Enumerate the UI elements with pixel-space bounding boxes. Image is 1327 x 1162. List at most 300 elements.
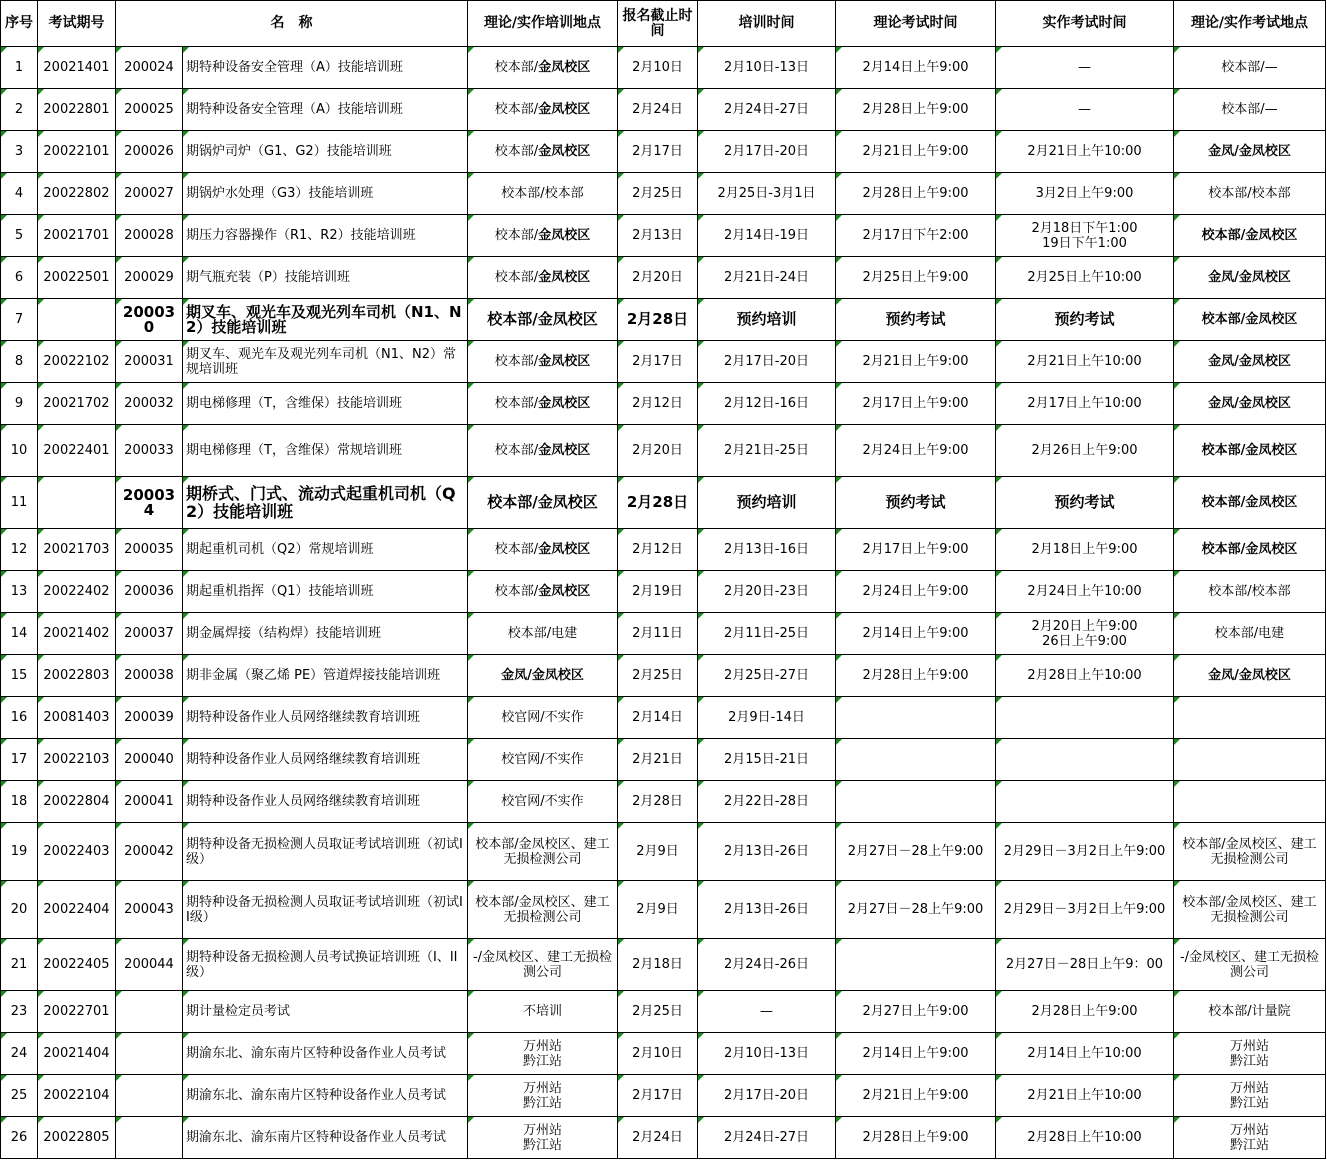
- deadline-cell: 2月17日: [618, 341, 698, 383]
- exam-no-cell: 20081403: [38, 697, 116, 739]
- code-cell: 200028: [116, 215, 183, 257]
- practice-time-cell: [996, 299, 1174, 341]
- theory-time-cell: 2月17日下午2:00: [836, 215, 996, 257]
- code-cell: 200036: [116, 571, 183, 613]
- seq-cell: 12: [1, 529, 38, 571]
- exam-place-cell: [1174, 425, 1326, 477]
- exam-no-cell: 20022403: [38, 823, 116, 881]
- practice-time-cell: [996, 739, 1174, 781]
- train-place-part-a: 不培训: [522, 1004, 562, 1019]
- exam-place-cell: [1174, 341, 1326, 383]
- practice-time-line-1: 2月21日上午10:00: [1027, 354, 1142, 369]
- exam-no-cell: 20022102: [38, 341, 116, 383]
- theory-time-cell: [836, 781, 996, 823]
- practice-time-line-1: 2月17日上午10:00: [1027, 396, 1142, 411]
- exam-no-cell: 20021703: [38, 529, 116, 571]
- practice-time-cell: [996, 655, 1174, 697]
- deadline-cell: 2月12日: [618, 383, 698, 425]
- deadline-cell: 2月17日: [618, 131, 698, 173]
- exam-no-cell: 20022501: [38, 257, 116, 299]
- train-place-cell: [468, 383, 618, 425]
- name-cell: 期非金属（聚乙烯 PE）管道焊接技能培训班: [183, 655, 468, 697]
- train-place-cell: [468, 89, 618, 131]
- train-place-part-b: 金凤校区: [538, 102, 591, 117]
- practice-time-line-1: 2月28日上午10:00: [1027, 668, 1142, 683]
- seq-cell: 13: [1, 571, 38, 613]
- practice-time-cell: [996, 131, 1174, 173]
- theory-time-cell: 2月17日上午9:00: [836, 529, 996, 571]
- train-time-cell: 2月13日-26日: [698, 881, 836, 939]
- practice-time-line-2: 26日上午9:00: [1042, 633, 1127, 649]
- theory-time-cell: 2月28日上午9:00: [836, 89, 996, 131]
- train-place-part-b: 金凤校区: [538, 270, 591, 285]
- code-cell: 200026: [116, 131, 183, 173]
- practice-time-cell: [996, 613, 1174, 655]
- exam-no-cell: 20022802: [38, 173, 116, 215]
- name-cell: 期特种设备无损检测人员考试换证培训班（I、II级）: [183, 939, 468, 991]
- theory-time-cell: 2月24日上午9:00: [836, 571, 996, 613]
- table-row: [1, 881, 1326, 939]
- table-row: [1, 47, 1326, 89]
- exam-no-cell: 20022101: [38, 131, 116, 173]
- seq-cell: 1: [1, 47, 38, 89]
- seq-cell: 5: [1, 215, 38, 257]
- exam-no-cell: 20022805: [38, 1117, 116, 1159]
- header-train-place: 理论/实作培训地点: [468, 1, 618, 47]
- train-place-cell: [468, 697, 618, 739]
- name-cell: 期渝东北、渝东南片区特种设备作业人员考试: [183, 1033, 468, 1075]
- train-place-cell: [468, 215, 618, 257]
- table-row: [1, 1075, 1326, 1117]
- exam-no-cell: 20022402: [38, 571, 116, 613]
- exam-place-line-1: 校本部/校本部: [1208, 584, 1291, 599]
- practice-time-line-1: —: [1078, 102, 1091, 117]
- exam-place-cell: [1174, 739, 1326, 781]
- practice-time-line-1: 2月28日上午9:00: [1031, 1004, 1138, 1019]
- theory-time-cell: 2月28日上午9:00: [836, 655, 996, 697]
- train-place-part-a: 校本部/校本部: [501, 186, 584, 201]
- exam-no-cell: 20021401: [38, 47, 116, 89]
- theory-time-cell: 2月17日上午9:00: [836, 383, 996, 425]
- practice-time-line-1: 2月24日上午10:00: [1027, 584, 1142, 599]
- practice-time-cell: [996, 1075, 1174, 1117]
- code-cell: 200038: [116, 655, 183, 697]
- deadline-cell: 2月19日: [618, 571, 698, 613]
- name-cell: 期起重机指挥（Q1）技能培训班: [183, 571, 468, 613]
- name-cell: 期渝东北、渝东南片区特种设备作业人员考试: [183, 1117, 468, 1159]
- exam-place-line-1: 金凤/金凤校区: [1208, 270, 1291, 285]
- deadline-cell: 2月12日: [618, 529, 698, 571]
- code-cell: 200033: [116, 425, 183, 477]
- deadline-cell: 2月25日: [618, 173, 698, 215]
- train-time-cell: 2月14日-19日: [698, 215, 836, 257]
- exam-place-line-1: 校本部/金凤校区: [1201, 443, 1298, 458]
- name-cell: 期渝东北、渝东南片区特种设备作业人员考试: [183, 1075, 468, 1117]
- train-time-cell: 2月15日-21日: [698, 739, 836, 781]
- exam-no-cell: 20021702: [38, 383, 116, 425]
- exam-place-cell: [1174, 89, 1326, 131]
- train-place-part-a: 万州站: [522, 1122, 562, 1138]
- table-row: [1, 1033, 1326, 1075]
- exam-place-line-2: 黔江站: [1229, 1053, 1269, 1069]
- train-place-cell: [468, 257, 618, 299]
- train-time-cell: 2月25日-27日: [698, 655, 836, 697]
- code-cell: [116, 1033, 183, 1075]
- train-place-part-a: 校本部/金凤校区、建工无损检测公司: [475, 894, 610, 925]
- seq-cell: 7: [1, 299, 38, 341]
- theory-time-cell: 2月28日上午9:00: [836, 173, 996, 215]
- train-place-part-a: 校本部/金凤校区: [487, 310, 598, 328]
- exam-place-cell: [1174, 823, 1326, 881]
- practice-time-line-1: 2月20日上午9:00: [1031, 618, 1138, 634]
- seq-cell: 8: [1, 341, 38, 383]
- table-row: [1, 939, 1326, 991]
- train-place-cell: [468, 613, 618, 655]
- exam-place-line-1: 校本部/金凤校区: [1201, 495, 1298, 510]
- practice-time-line-1: 2月29日－3月2日上午9:00: [1003, 902, 1166, 917]
- theory-time-cell: [836, 939, 996, 991]
- theory-time-cell: 2月27日－28上午9:00: [836, 823, 996, 881]
- exam-place-line-1: 校本部/校本部: [1208, 186, 1291, 201]
- table-row: [1, 383, 1326, 425]
- name-cell: 期特种设备安全管理（A）技能培训班: [183, 47, 468, 89]
- table-row: [1, 781, 1326, 823]
- train-time-cell: 2月25日-3月1日: [698, 173, 836, 215]
- train-place-part-a: 校官网/不实作: [501, 752, 584, 767]
- exam-place-line-1: 万州站: [1229, 1080, 1269, 1096]
- train-place-part-b: 黔江站: [522, 1095, 562, 1111]
- exam-place-line-1: 金凤/金凤校区: [1208, 144, 1291, 159]
- practice-time-line-1: 2月18日上午9:00: [1031, 542, 1138, 557]
- theory-time-cell: 2月27日－28上午9:00: [836, 881, 996, 939]
- table-row: [1, 89, 1326, 131]
- practice-time-line-1: 2月29日－3月2日上午9:00: [1003, 844, 1166, 859]
- exam-no-cell: [38, 477, 116, 529]
- table-row: [1, 991, 1326, 1033]
- seq-cell: 10: [1, 425, 38, 477]
- code-cell: 200043: [116, 881, 183, 939]
- code-cell: 200025: [116, 89, 183, 131]
- practice-time-cell: [996, 781, 1174, 823]
- train-time-cell: 2月17日-20日: [698, 1075, 836, 1117]
- header-deadline: 报名截止时间: [618, 1, 698, 47]
- train-place-cell: [468, 823, 618, 881]
- train-time-cell: 2月10日-13日: [698, 1033, 836, 1075]
- deadline-cell: 2月14日: [618, 697, 698, 739]
- train-place-part-b: 金凤校区: [538, 443, 591, 458]
- seq-cell: 11: [1, 477, 38, 529]
- train-time-cell: 2月17日-20日: [698, 131, 836, 173]
- train-place-part-a: 校本部/: [494, 228, 539, 243]
- deadline-cell: 2月28日: [618, 477, 698, 529]
- practice-time-cell: [996, 89, 1174, 131]
- theory-time-cell: 2月21日上午9:00: [836, 131, 996, 173]
- table-row: [1, 341, 1326, 383]
- code-cell: [116, 1075, 183, 1117]
- practice-time-line-1: 2月27日－28日上午9：00: [1005, 957, 1164, 972]
- exam-place-cell: [1174, 215, 1326, 257]
- table-row: [1, 257, 1326, 299]
- name-cell: 期特种设备作业人员网络继续教育培训班: [183, 739, 468, 781]
- practice-time-cell: [996, 383, 1174, 425]
- name-cell: 期电梯修理（T，含维保）常规培训班: [183, 425, 468, 477]
- table-row: [1, 131, 1326, 173]
- seq-cell: 6: [1, 257, 38, 299]
- exam-place-line-1: 万州站: [1229, 1122, 1269, 1138]
- theory-time-cell: [836, 697, 996, 739]
- practice-time-cell: [996, 939, 1174, 991]
- code-cell: 200032: [116, 383, 183, 425]
- train-place-cell: [468, 571, 618, 613]
- train-time-cell: 2月17日-20日: [698, 341, 836, 383]
- train-place-part-b: 金凤校区: [538, 144, 591, 159]
- exam-place-line-1: 金凤/金凤校区: [1208, 668, 1291, 683]
- train-place-cell: [468, 529, 618, 571]
- name-cell: 期特种设备作业人员网络继续教育培训班: [183, 781, 468, 823]
- theory-time-cell: [836, 739, 996, 781]
- exam-place-cell: [1174, 991, 1326, 1033]
- train-place-cell: [468, 341, 618, 383]
- name-cell: 期叉车、观光车及观光列车司机（N1、N2）常规培训班: [183, 341, 468, 383]
- exam-place-line-1: -/金凤校区、建工无损检测公司: [1179, 949, 1320, 980]
- train-place-cell: [468, 477, 618, 529]
- practice-time-cell: [996, 1117, 1174, 1159]
- table-row: [1, 739, 1326, 781]
- exam-place-line-1: 校本部/金凤校区、建工无损检测公司: [1182, 836, 1317, 867]
- header-exam-place: 理论/实作考试地点: [1174, 1, 1326, 47]
- train-place-part-b: 金凤校区: [538, 584, 591, 599]
- train-place-part-a: 校本部/电建: [507, 626, 578, 641]
- table-row: [1, 477, 1326, 529]
- practice-time-line-1: 2月14日上午10:00: [1027, 1046, 1142, 1061]
- theory-time-cell: 2月14日上午9:00: [836, 47, 996, 89]
- seq-cell: 19: [1, 823, 38, 881]
- theory-time-cell: 2月27日上午9:00: [836, 991, 996, 1033]
- deadline-cell: 2月17日: [618, 1075, 698, 1117]
- train-time-cell: 2月24日-27日: [698, 89, 836, 131]
- seq-cell: 20: [1, 881, 38, 939]
- exam-place-cell: [1174, 655, 1326, 697]
- deadline-cell: 2月20日: [618, 425, 698, 477]
- theory-time-cell: 2月14日上午9:00: [836, 1033, 996, 1075]
- practice-time-cell: [996, 215, 1174, 257]
- code-cell: 200024: [116, 47, 183, 89]
- train-place-part-a: 校本部/: [494, 396, 539, 411]
- code-cell: 200035: [116, 529, 183, 571]
- train-place-part-a: 校本部/金凤校区: [487, 493, 598, 511]
- train-place-cell: [468, 939, 618, 991]
- train-place-part-a: 校本部/金凤校区、建工无损检测公司: [475, 836, 610, 867]
- deadline-cell: 2月20日: [618, 257, 698, 299]
- train-time-cell: 2月21日-24日: [698, 257, 836, 299]
- seq-cell: 25: [1, 1075, 38, 1117]
- deadline-cell: 2月9日: [618, 881, 698, 939]
- exam-no-cell: 20022804: [38, 781, 116, 823]
- code-cell: 200027: [116, 173, 183, 215]
- exam-place-line-2: 黔江站: [1229, 1095, 1269, 1111]
- exam-no-cell: [38, 299, 116, 341]
- train-place-part-a: 万州站: [522, 1080, 562, 1096]
- theory-time-cell: 2月28日上午9:00: [836, 1117, 996, 1159]
- code-cell: 200042: [116, 823, 183, 881]
- train-time-cell: 2月11日-25日: [698, 613, 836, 655]
- practice-time-cell: [996, 823, 1174, 881]
- header-theory-time: 理论考试时间: [836, 1, 996, 47]
- code-cell: 200044: [116, 939, 183, 991]
- seq-cell: 4: [1, 173, 38, 215]
- name-cell: 期叉车、观光车及观光列车司机（N1、N2）技能培训班: [183, 299, 468, 341]
- deadline-cell: 2月9日: [618, 823, 698, 881]
- name-cell: 期特种设备安全管理（A）技能培训班: [183, 89, 468, 131]
- train-time-cell: 2月13日-26日: [698, 823, 836, 881]
- exam-no-cell: 20022803: [38, 655, 116, 697]
- code-cell: [116, 1117, 183, 1159]
- header-exam-no: 考试期号: [38, 1, 116, 47]
- train-place-part-b: 金凤校区: [538, 228, 591, 243]
- train-place-part-b: 金凤校区: [538, 396, 591, 411]
- practice-time-line-2: 19日下午1:00: [1042, 235, 1127, 251]
- deadline-cell: 2月24日: [618, 89, 698, 131]
- practice-time-line-1: 2月25日上午10:00: [1027, 270, 1142, 285]
- deadline-cell: 2月25日: [618, 655, 698, 697]
- table-row: [1, 571, 1326, 613]
- theory-time-cell: 2月21日上午9:00: [836, 1075, 996, 1117]
- header-seq: 序号: [1, 1, 38, 47]
- practice-time-cell: [996, 1033, 1174, 1075]
- seq-cell: 23: [1, 991, 38, 1033]
- train-place-part-a: 校官网/不实作: [501, 710, 584, 725]
- table-row: [1, 299, 1326, 341]
- train-time-cell: 预约培训: [698, 299, 836, 341]
- train-place-part-a: 校官网/不实作: [501, 794, 584, 809]
- exam-place-cell: [1174, 939, 1326, 991]
- practice-time-cell: [996, 697, 1174, 739]
- train-place-part-a: 校本部/: [494, 443, 539, 458]
- deadline-cell: 2月28日: [618, 299, 698, 341]
- train-time-cell: 2月12日-16日: [698, 383, 836, 425]
- practice-time-line-1: 2月28日上午10:00: [1027, 1130, 1142, 1145]
- deadline-cell: 2月28日: [618, 781, 698, 823]
- header-name: 名 称: [116, 1, 468, 47]
- exam-place-cell: [1174, 781, 1326, 823]
- practice-time-cell: [996, 991, 1174, 1033]
- seq-cell: 26: [1, 1117, 38, 1159]
- train-place-part-b: 黔江站: [522, 1053, 562, 1069]
- name-cell: 期电梯修理（T，含维保）技能培训班: [183, 383, 468, 425]
- exam-place-cell: [1174, 529, 1326, 571]
- practice-time-cell: [996, 173, 1174, 215]
- code-cell: 200034: [116, 477, 183, 529]
- table-row: [1, 173, 1326, 215]
- exam-place-cell: [1174, 697, 1326, 739]
- practice-time-cell: [996, 881, 1174, 939]
- train-place-cell: [468, 1033, 618, 1075]
- name-cell: 期气瓶充装（P）技能培训班: [183, 257, 468, 299]
- table-row: [1, 655, 1326, 697]
- theory-time-cell: 预约考试: [836, 299, 996, 341]
- practice-time-line-1: 3月2日上午9:00: [1035, 186, 1134, 201]
- table-row: [1, 823, 1326, 881]
- exam-place-line-1: 校本部/—: [1221, 60, 1278, 75]
- train-place-part-b: 金凤校区: [538, 60, 591, 75]
- code-cell: [116, 991, 183, 1033]
- header-train-time: 培训时间: [698, 1, 836, 47]
- train-place-cell: [468, 991, 618, 1033]
- practice-time-cell: [996, 571, 1174, 613]
- exam-place-cell: [1174, 299, 1326, 341]
- train-place-part-b: 金凤校区: [538, 354, 591, 369]
- practice-time-cell: [996, 425, 1174, 477]
- table-body: [1, 47, 1326, 1159]
- code-cell: 200040: [116, 739, 183, 781]
- exam-no-cell: 20022401: [38, 425, 116, 477]
- train-place-part-a: 校本部/: [494, 60, 539, 75]
- header-row: [1, 1, 1326, 47]
- train-place-part-a: -/金凤校区、建工无损检测公司: [472, 949, 613, 980]
- exam-place-line-1: 校本部/计量院: [1208, 1004, 1291, 1019]
- practice-time-line-1: 2月18日下午1:00: [1031, 220, 1138, 236]
- train-place-part-b: 黔江站: [522, 1137, 562, 1153]
- code-cell: 200029: [116, 257, 183, 299]
- train-place-cell: [468, 1075, 618, 1117]
- exam-no-cell: 20021402: [38, 613, 116, 655]
- name-cell: 期锅炉司炉（G1、G2）技能培训班: [183, 131, 468, 173]
- practice-time-cell: [996, 477, 1174, 529]
- train-place-part-a: 校本部/: [494, 270, 539, 285]
- theory-time-cell: 2月14日上午9:00: [836, 613, 996, 655]
- deadline-cell: 2月18日: [618, 939, 698, 991]
- table-row: [1, 425, 1326, 477]
- train-time-cell: 2月24日-27日: [698, 1117, 836, 1159]
- practice-time-line-1: 2月26日上午9:00: [1031, 443, 1138, 458]
- table-row: [1, 215, 1326, 257]
- exam-place-cell: [1174, 257, 1326, 299]
- name-cell: 期压力容器操作（R1、R2）技能培训班: [183, 215, 468, 257]
- deadline-cell: 2月10日: [618, 47, 698, 89]
- exam-no-cell: 20022801: [38, 89, 116, 131]
- seq-cell: 17: [1, 739, 38, 781]
- header-practice-time: 实作考试时间: [996, 1, 1174, 47]
- exam-place-cell: [1174, 477, 1326, 529]
- train-time-cell: 2月9日-14日: [698, 697, 836, 739]
- seq-cell: 21: [1, 939, 38, 991]
- exam-place-line-2: 黔江站: [1229, 1137, 1269, 1153]
- seq-cell: 16: [1, 697, 38, 739]
- exam-place-cell: [1174, 881, 1326, 939]
- practice-time-line-1: 2月21日上午10:00: [1027, 144, 1142, 159]
- train-place-part-a: 校本部/: [494, 542, 539, 557]
- practice-time-cell: [996, 47, 1174, 89]
- deadline-cell: 2月10日: [618, 1033, 698, 1075]
- practice-time-line-1: 预约考试: [1054, 310, 1115, 328]
- train-time-cell: 2月21日-25日: [698, 425, 836, 477]
- train-time-cell: 2月13日-16日: [698, 529, 836, 571]
- train-place-cell: [468, 781, 618, 823]
- train-place-part-a: 万州站: [522, 1038, 562, 1054]
- exam-no-cell: 20021701: [38, 215, 116, 257]
- train-place-cell: [468, 655, 618, 697]
- exam-place-cell: [1174, 383, 1326, 425]
- exam-place-line-1: 校本部/金凤校区: [1201, 542, 1298, 557]
- exam-place-cell: [1174, 571, 1326, 613]
- exam-place-line-1: 校本部/电建: [1214, 626, 1285, 641]
- deadline-cell: 2月11日: [618, 613, 698, 655]
- code-cell: 200031: [116, 341, 183, 383]
- seq-cell: 2: [1, 89, 38, 131]
- train-time-cell: 2月10日-13日: [698, 47, 836, 89]
- train-place-cell: [468, 881, 618, 939]
- practice-time-line-1: 预约考试: [1054, 493, 1115, 511]
